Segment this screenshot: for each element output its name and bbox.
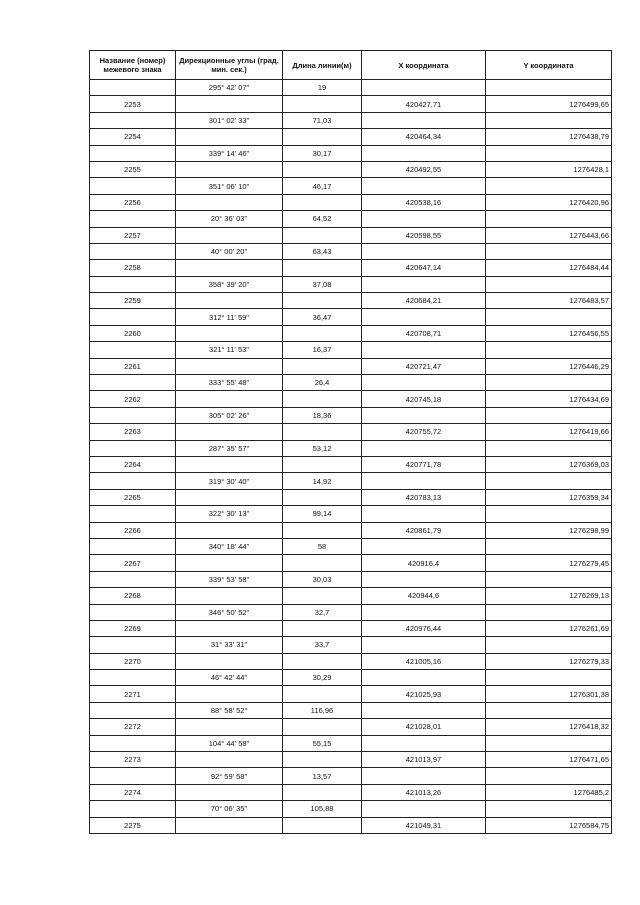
cell-name: 2275 [90,817,176,833]
cell-angle: 287° 35' 57" [176,440,283,456]
cell-length: 30,17 [283,145,362,161]
cell-length: 36,47 [283,309,362,325]
cell-y [486,375,612,391]
cell-name: 2253 [90,96,176,112]
cell-angle [176,424,283,440]
cell-length [283,424,362,440]
cell-angle [176,555,283,571]
cell-angle: 333° 55' 48" [176,375,283,391]
cell-length [283,522,362,538]
cell-name [90,309,176,325]
cell-length: 37,08 [283,276,362,292]
cell-length [283,686,362,702]
cell-name: 2260 [90,325,176,341]
cell-x [362,768,486,784]
segment-row [90,735,612,751]
cell-length: 14,92 [283,473,362,489]
header-length: Длина линии(м) [283,51,362,80]
cell-x [362,801,486,817]
segment-row [90,801,612,817]
segment-row [90,768,612,784]
cell-angle: 305° 02' 26" [176,407,283,423]
cell-angle [176,293,283,309]
point-row [90,391,612,407]
cell-x: 420684,21 [362,293,486,309]
segment-row [90,702,612,718]
cell-x [362,473,486,489]
cell-length [283,194,362,210]
cell-y [486,702,612,718]
point-row [90,784,612,800]
cell-angle: 46° 42' 44" [176,670,283,686]
cell-name: 2254 [90,129,176,145]
cell-x [362,538,486,554]
cell-length: 116,96 [283,702,362,718]
table-header [90,51,612,80]
cell-x [362,80,486,96]
cell-x: 420492,55 [362,161,486,177]
cell-x [362,440,486,456]
cell-length [283,588,362,604]
cell-name [90,145,176,161]
cell-x [362,375,486,391]
cell-angle [176,96,283,112]
cell-angle: 340° 18' 44" [176,538,283,554]
cell-length: 64,52 [283,211,362,227]
point-row [90,194,612,210]
cell-y: 1276301,38 [486,686,612,702]
cell-y [486,243,612,259]
segment-row [90,211,612,227]
point-row [90,424,612,440]
cell-name [90,801,176,817]
header-y: Y координата [486,51,612,80]
cell-length: 55,15 [283,735,362,751]
segment-row [90,80,612,96]
cell-x: 420861,79 [362,522,486,538]
cell-name [90,211,176,227]
header-row [90,51,612,80]
cell-x: 421013,97 [362,752,486,768]
point-row [90,555,612,571]
cell-y: 1276261,69 [486,620,612,636]
cell-y: 1276471,65 [486,752,612,768]
cell-x [362,342,486,358]
cell-name [90,571,176,587]
cell-name: 2262 [90,391,176,407]
cell-angle: 358° 39' 20" [176,276,283,292]
cell-angle: 31° 33' 31" [176,637,283,653]
cell-x: 420745,18 [362,391,486,407]
cell-name: 2257 [90,227,176,243]
cell-y: 1276443,66 [486,227,612,243]
point-row [90,719,612,735]
cell-angle [176,719,283,735]
cell-angle [176,456,283,472]
cell-x: 420755,72 [362,424,486,440]
cell-angle [176,260,283,276]
cell-x: 421049,31 [362,817,486,833]
segment-row [90,440,612,456]
boundary-coordinates-table [89,50,612,834]
point-row [90,620,612,636]
cell-x: 420647,14 [362,260,486,276]
cell-length [283,358,362,374]
cell-angle: 351° 06' 10" [176,178,283,194]
cell-y: 1276446,29 [486,358,612,374]
segment-row [90,145,612,161]
cell-x [362,211,486,227]
cell-x: 420771,78 [362,456,486,472]
cell-y: 1276369,03 [486,456,612,472]
cell-y: 1276269,13 [486,588,612,604]
cell-x: 420464,34 [362,129,486,145]
cell-x [362,112,486,128]
cell-x [362,604,486,620]
segment-row [90,243,612,259]
cell-y: 1276584,75 [486,817,612,833]
cell-length [283,784,362,800]
cell-angle: 70° 06' 35" [176,801,283,817]
cell-length: 46,17 [283,178,362,194]
point-row [90,96,612,112]
cell-name [90,276,176,292]
cell-name [90,440,176,456]
cell-y [486,801,612,817]
cell-angle: 346° 50' 52" [176,604,283,620]
cell-name [90,637,176,653]
cell-name [90,178,176,194]
cell-y [486,538,612,554]
cell-x: 420598,55 [362,227,486,243]
cell-y: 1276456,55 [486,325,612,341]
cell-x [362,145,486,161]
cell-angle: 339° 14' 46" [176,145,283,161]
point-row [90,325,612,341]
cell-name [90,670,176,686]
cell-length: 63,43 [283,243,362,259]
cell-name [90,407,176,423]
cell-name: 2269 [90,620,176,636]
point-row [90,260,612,276]
cell-name: 2263 [90,424,176,440]
cell-y [486,178,612,194]
cell-y [486,735,612,751]
cell-x: 420721,47 [362,358,486,374]
cell-y: 1276419,66 [486,424,612,440]
cell-x: 420427,71 [362,96,486,112]
cell-name [90,702,176,718]
cell-angle: 88° 58' 52" [176,702,283,718]
cell-x: 420916,4 [362,555,486,571]
point-row [90,653,612,669]
cell-angle [176,358,283,374]
cell-angle [176,784,283,800]
point-row [90,161,612,177]
cell-name [90,375,176,391]
cell-length: 30,29 [283,670,362,686]
cell-length [283,817,362,833]
segment-row [90,276,612,292]
cell-x [362,702,486,718]
cell-name: 2259 [90,293,176,309]
cell-angle [176,588,283,604]
cell-y: 1276438,79 [486,129,612,145]
segment-row [90,571,612,587]
point-row [90,489,612,505]
segment-row [90,309,612,325]
cell-length: 32,7 [283,604,362,620]
cell-angle [176,325,283,341]
segment-row [90,112,612,128]
cell-angle: 104° 44' 58" [176,735,283,751]
cell-angle: 319° 30' 40" [176,473,283,489]
cell-angle [176,227,283,243]
point-row [90,293,612,309]
cell-angle: 321° 11' 53" [176,342,283,358]
cell-length [283,752,362,768]
cell-y: 1276485,2 [486,784,612,800]
cell-x [362,670,486,686]
cell-angle [176,391,283,407]
cell-y: 1276418,32 [486,719,612,735]
cell-name: 2271 [90,686,176,702]
segment-row [90,506,612,522]
cell-x [362,735,486,751]
cell-angle [176,161,283,177]
cell-name: 2270 [90,653,176,669]
cell-y [486,211,612,227]
cell-length [283,653,362,669]
point-row [90,752,612,768]
cell-angle: 301° 02' 33" [176,112,283,128]
cell-length [283,227,362,243]
cell-name [90,506,176,522]
cell-x [362,243,486,259]
cell-length: 58 [283,538,362,554]
cell-x: 421028,01 [362,719,486,735]
header-name: Название (номер) межевого знака [90,51,176,80]
point-row [90,686,612,702]
cell-length [283,325,362,341]
cell-length [283,719,362,735]
cell-y: 1276279,33 [486,653,612,669]
cell-angle: 295° 42' 07" [176,80,283,96]
cell-y: 1276359,34 [486,489,612,505]
segment-row [90,637,612,653]
segment-row [90,375,612,391]
cell-length: 30,03 [283,571,362,587]
cell-length [283,129,362,145]
cell-y [486,440,612,456]
cell-length [283,96,362,112]
segment-row [90,407,612,423]
cell-name: 2265 [90,489,176,505]
cell-y [486,342,612,358]
cell-x [362,637,486,653]
cell-x [362,309,486,325]
cell-length: 26,4 [283,375,362,391]
cell-angle: 92° 59' 58" [176,768,283,784]
cell-length: 99,14 [283,506,362,522]
cell-y: 1276298,99 [486,522,612,538]
cell-angle [176,817,283,833]
cell-x: 421005,16 [362,653,486,669]
cell-name: 2273 [90,752,176,768]
cell-name: 2268 [90,588,176,604]
segment-row [90,670,612,686]
cell-angle: 339° 53' 58" [176,571,283,587]
cell-name [90,538,176,554]
cell-x [362,571,486,587]
cell-angle [176,653,283,669]
cell-x: 420538,16 [362,194,486,210]
cell-y [486,276,612,292]
cell-length: 105,88 [283,801,362,817]
cell-x: 420783,13 [362,489,486,505]
point-row [90,456,612,472]
cell-name [90,112,176,128]
segment-row [90,473,612,489]
cell-x [362,407,486,423]
cell-y: 1276428,1 [486,161,612,177]
cell-length [283,555,362,571]
header-angle: Дирекционные углы (град. мин. сек.) [176,51,283,80]
cell-y: 1276279,45 [486,555,612,571]
cell-y [486,768,612,784]
cell-name: 2272 [90,719,176,735]
cell-angle: 312° 11' 59" [176,309,283,325]
cell-y: 1276484,44 [486,260,612,276]
cell-angle [176,129,283,145]
cell-name: 2256 [90,194,176,210]
cell-length [283,489,362,505]
table-body [90,80,612,834]
cell-y: 1276499,65 [486,96,612,112]
cell-length [283,391,362,407]
cell-y: 1276420,96 [486,194,612,210]
cell-y [486,309,612,325]
cell-name: 2267 [90,555,176,571]
cell-x: 421013,26 [362,784,486,800]
cell-angle: 20° 36' 03" [176,211,283,227]
point-row [90,522,612,538]
cell-angle [176,686,283,702]
cell-y [486,473,612,489]
cell-y [486,145,612,161]
point-row [90,358,612,374]
point-row [90,129,612,145]
cell-name: 2261 [90,358,176,374]
cell-length [283,161,362,177]
cell-x [362,506,486,522]
cell-length: 53,12 [283,440,362,456]
segment-row [90,538,612,554]
cell-length: 71,03 [283,112,362,128]
cell-angle: 322° 30' 13" [176,506,283,522]
cell-x: 420976,44 [362,620,486,636]
cell-name [90,80,176,96]
cell-angle: 40° 00' 20" [176,243,283,259]
cell-name [90,735,176,751]
cell-length: 33,7 [283,637,362,653]
cell-name [90,604,176,620]
point-row [90,588,612,604]
cell-name: 2258 [90,260,176,276]
cell-x: 420708,71 [362,325,486,341]
cell-y [486,571,612,587]
header-x: X координата [362,51,486,80]
cell-length: 18,36 [283,407,362,423]
segment-row [90,604,612,620]
cell-length: 19 [283,80,362,96]
cell-x [362,178,486,194]
cell-angle [176,489,283,505]
cell-length: 16,37 [283,342,362,358]
cell-length [283,260,362,276]
cell-y: 1276434,69 [486,391,612,407]
cell-name [90,473,176,489]
segment-row [90,342,612,358]
cell-x: 420944,6 [362,588,486,604]
cell-name: 2274 [90,784,176,800]
cell-y [486,604,612,620]
cell-y [486,506,612,522]
cell-y: 1276483,57 [486,293,612,309]
cell-y [486,80,612,96]
cell-angle [176,194,283,210]
cell-name [90,243,176,259]
cell-y [486,637,612,653]
cell-length [283,456,362,472]
cell-name [90,342,176,358]
cell-angle [176,522,283,538]
cell-name [90,768,176,784]
cell-name: 2264 [90,456,176,472]
cell-y [486,112,612,128]
point-row [90,227,612,243]
segment-row [90,178,612,194]
cell-length [283,620,362,636]
cell-name: 2266 [90,522,176,538]
cell-length [283,293,362,309]
point-row [90,817,612,833]
cell-angle [176,752,283,768]
cell-angle [176,620,283,636]
cell-x: 421025,93 [362,686,486,702]
cell-x [362,276,486,292]
cell-name: 2255 [90,161,176,177]
cell-y [486,670,612,686]
cell-length: 13,57 [283,768,362,784]
cell-y [486,407,612,423]
